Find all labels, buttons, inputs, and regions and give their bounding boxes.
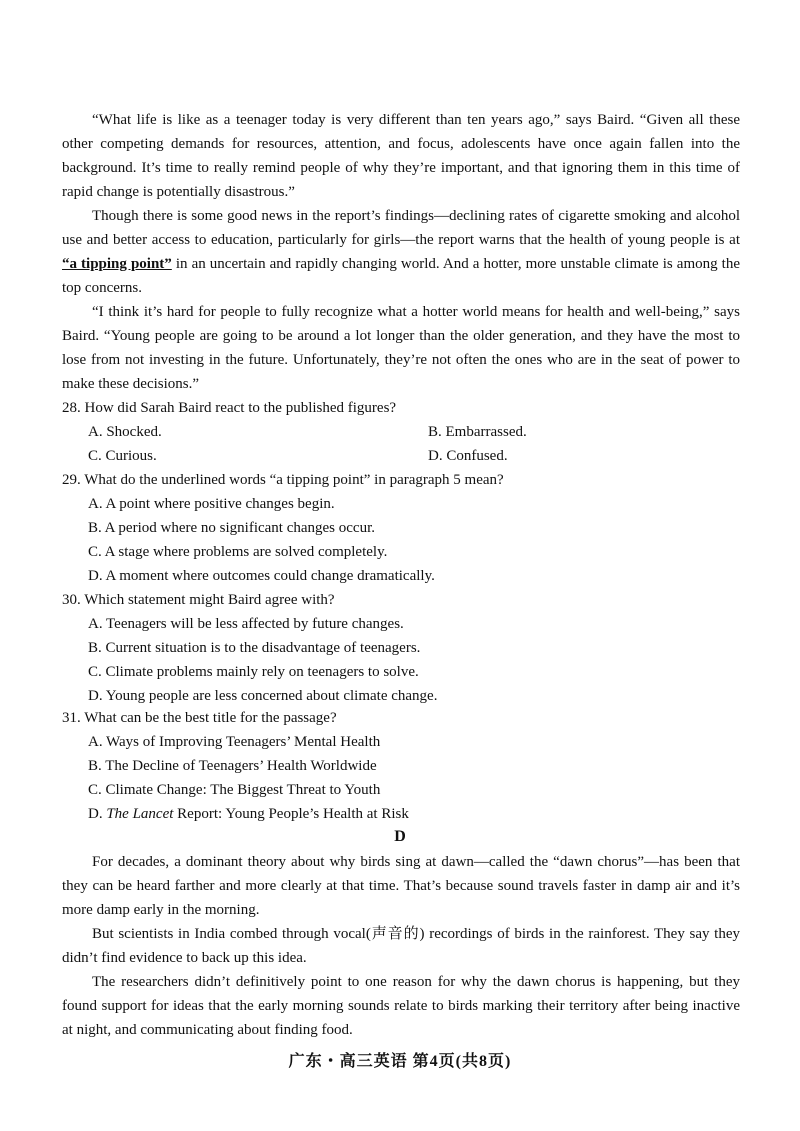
option-a: A. Shocked. (88, 424, 162, 440)
passage-c-paragraph-2 (62, 204, 740, 300)
option-a: A. Ways of Improving Teenagers’ Mental Health (88, 734, 381, 750)
question-28 (62, 396, 740, 468)
question-stem: 29. What do the underlined words “a tipping point” in paragraph 5 mean? (62, 472, 504, 488)
question-stem: 30. Which statement might Baird agree with? (62, 592, 335, 608)
question-stem: 31. What can be the best title for the passage? (62, 710, 337, 726)
passage-d-text (62, 850, 740, 1042)
passage-d-paragraph-3: The researchers didn’t definitively point to one reason for why the dawn chorus is happening, but they found support for ideas that the early morning sounds relate to birds marking their territory after being inactive at night, and communicating about finding food. (62, 974, 740, 1038)
option-d (88, 802, 740, 826)
option-d: D. Young people are less concerned about climate change. (88, 688, 438, 704)
paragraph-2-text-after: in an uncertain and rapidly changing world. And a hotter, more unstable climate is among the top concerns. (62, 256, 740, 296)
passage-c-text (62, 108, 740, 396)
option-d-italic-title: The Lancet (106, 806, 174, 822)
option-c: C. Curious. (88, 448, 157, 464)
section-heading-d: D (394, 828, 406, 845)
option-b: B. Current situation is to the disadvantage of teenagers. (88, 640, 421, 656)
passage-c-paragraph-3: “I think it’s hard for people to fully recognize what a hotter world means for health and well-being,” says Baird. “Young people are going to be around a lot longer than the older generation, and they have the most to lose from not investing in the future. Unfortunately, they’re not often the ones who are in the seat of power to make these decisions.” (62, 304, 740, 392)
options-grid (88, 420, 740, 468)
question-stem: 28. How did Sarah Baird react to the published figures? (62, 400, 397, 416)
passage-c-paragraph-1: “What life is like as a teenager today is very different than ten years ago,” says Baird. “Given all these other competing demands for resources, attention, and focus, adolescents have once again fallen into the background. It’s time to really remind people of why they’re important, and that ignoring them in this time of rapid change is potentially disastrous.” (62, 112, 740, 200)
question-30 (62, 588, 740, 708)
option-d-rest: Report: Young People’s Health at Risk (173, 806, 409, 822)
option-c: C. Climate problems mainly rely on teenagers to solve. (88, 664, 419, 680)
option-b: B. The Decline of Teenagers’ Health Worldwide (88, 758, 377, 774)
underlined-phrase-tipping-point: “a tipping point” (62, 256, 172, 272)
question-29 (62, 468, 740, 588)
option-a: A. A point where positive changes begin. (88, 496, 335, 512)
option-b: B. A period where no significant changes occur. (88, 520, 376, 536)
option-d: D. A moment where outcomes could change dramatically. (88, 568, 435, 584)
option-d: D. Confused. (428, 448, 508, 464)
option-d-prefix: D. (88, 806, 107, 822)
passage-d-paragraph-2: But scientists in India combed through vocal(声音的) recordings of birds in the rainforest. They say they didn’t find evidence to back up this idea. (62, 926, 740, 966)
question-31 (62, 706, 740, 826)
paragraph-2-text-before: Though there is some good news in the report’s findings—declining rates of cigarette smoking and alcohol use and better access to education, particularly for girls—the report warns that the health of young people is at (62, 208, 740, 248)
option-c: C. Climate Change: The Biggest Threat to Youth (88, 782, 381, 798)
option-b: B. Embarrassed. (428, 424, 527, 440)
passage-d-paragraph-1: For decades, a dominant theory about why birds sing at dawn—called the “dawn chorus”—has been that they can be heard farther and more clearly at that time. That’s because sound travels faster in damp air and it’s more damp early in the morning. (62, 854, 740, 918)
option-c: C. A stage where problems are solved completely. (88, 544, 388, 560)
option-a: A. Teenagers will be less affected by future changes. (88, 616, 404, 632)
page-footer: 广东・高三英语 第4页(共8页) (288, 1053, 512, 1070)
